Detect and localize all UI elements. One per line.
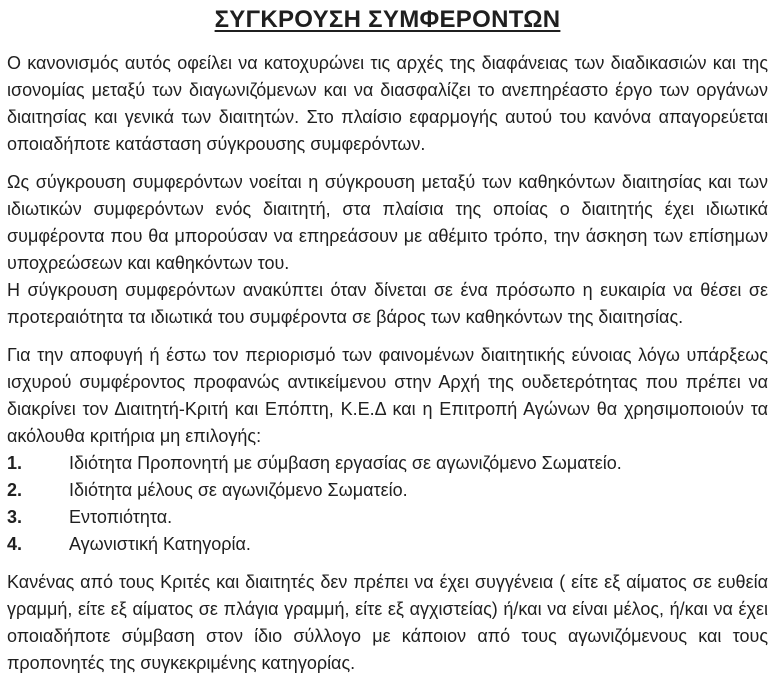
criteria-list <box>7 450 768 558</box>
list-item-number: 1. <box>7 453 23 473</box>
list-item-text: Εντοπιότητα. <box>69 507 173 527</box>
paragraph-occurrence: Η σύγκρουση συμφερόντων ανακύπτει όταν δίνεται σε ένα πρόσωπο η ευκαιρία να θέσει σε προτεραιότητα τα ιδιωτικά του συμφέροντα σε βάρος των καθηκόντων της διαιτησίας. <box>7 280 768 327</box>
list-item-text: Ιδιότητα μέλους σε αγωνιζόμενο Σωματείο. <box>69 480 408 500</box>
list-item-number: 2. <box>7 480 23 500</box>
list-item-number: 3. <box>7 507 23 527</box>
paragraph-criteria-intro: Για την αποφυγή ή έστω τον περιορισμό των φαινομένων διαιτητικής εύνοιας λόγω υπάρξεως ισχυρού συμφέροντος προφανώς αντικείμενου στην Αρχή της ουδετερότητας που πρέπει να διακρίνει τον Διαιτητή-Κριτή και Επόπτη, Κ.Ε.Δ και η Επιτροπή Αγώνων θα χρησιμοποιούν τα ακόλουθα κριτήρια μη επιλογής: <box>7 345 768 446</box>
paragraph-group-definition <box>7 169 768 331</box>
paragraph-intro: Ο κανονισμός αυτός οφείλει να κατοχυρώνει τις αρχές της διαφάνειας των διαδικασιών και της ισονομίας μεταξύ των διαγωνιζόμενων και να διασφαλίζει το ανεπηρέαστο έργο των οργάνων διαιτησίας και γενικά των διαιτητών. Στο πλαίσιο εφαρμογής αυτού του κανόνα απαγορεύεται οποιαδήποτε κατάσταση σύγκρουσης συμφερόντων. <box>7 53 768 154</box>
list-item-locality <box>7 504 768 531</box>
list-item-competition-category <box>7 531 768 558</box>
list-item-coach-contract <box>7 450 768 477</box>
list-item-text: Ιδιότητα Προπονητή με σύμβαση εργασίας σε αγωνιζόμενο Σωματείο. <box>69 453 622 473</box>
paragraph-definition: Ως σύγκρουση συμφερόντων νοείται η σύγκρουση μεταξύ των καθηκόντων διαιτησίας και των ιδιωτικών συμφερόντων ενός διαιτητή, στα πλαίσια της οποίας ο διαιτητής έχει ιδιωτικά συμφέροντα που θα μπορούσαν να επηρεάσουν με αθέμιτο τρόπο, την άσκηση των επίσημων υποχρεώσεων και καθηκόντων του. <box>7 172 768 273</box>
list-item-text: Αγωνιστική Κατηγορία. <box>69 534 251 554</box>
paragraph-kinship: Κανένας από τους Κριτές και διαιτητές δεν πρέπει να έχει συγγένεια ( είτε εξ αίματος σε ευθεία γραμμή, είτε εξ αίματος σε πλάγια γραμμή, είτε εξ αγχιστείας) ή/και να είναι μέλος, ή/και να έχει οποιαδήποτε σύμβαση στον ίδιο σύλλογο με κάποιον από τους αγωνιζόμενους και τους προπονητές της συγκεκριμένης κατηγορίας. <box>7 572 768 673</box>
list-item-club-member <box>7 477 768 504</box>
document-title: ΣΥΓΚΡΟΥΣΗ ΣΥΜΦΕΡΟΝΤΩΝ <box>214 6 561 33</box>
list-item-number: 4. <box>7 534 23 554</box>
